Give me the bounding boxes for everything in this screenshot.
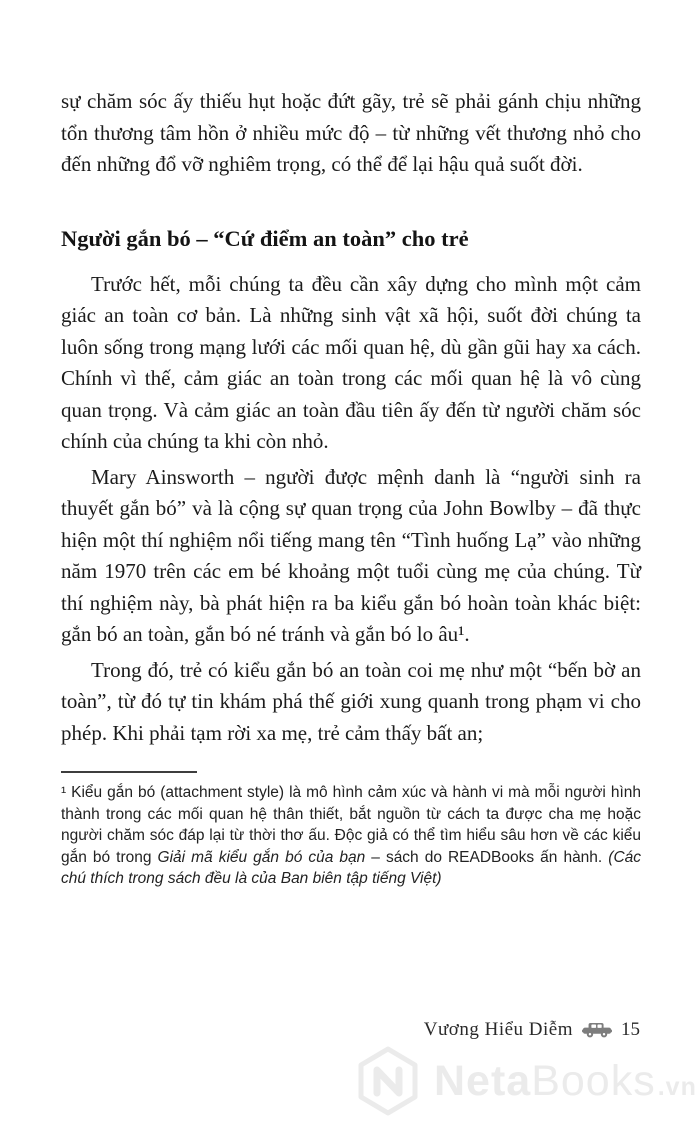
footnote-separator — [61, 771, 197, 773]
section-heading: Người gắn bó – “Cứ điểm an toàn” cho trẻ — [61, 225, 469, 251]
watermark-brand-books: Books — [531, 1056, 656, 1105]
author-name: Vương Hiểu Diễm — [423, 1019, 573, 1040]
footnote-main-text: ¹ Kiểu gắn bó (attachment style) là mô hình cảm xúc và hành vi mà mỗi người hình thành trong các mối quan hệ thân thiết, bắt nguồn từ cách ta được cha mẹ hoặc người chăm sóc đáp lại từ thời thơ ấu. Độc giả có thể tìm hiểu sâu hơn về các kiểu gắn bó trong — [61, 784, 641, 866]
watermark-brand-neta: Neta — [434, 1056, 532, 1105]
footnote-editor-note: (Các chú thích trong sách đều là của Ban biên tập tiếng Việt) — [61, 848, 642, 887]
footnote-block — [61, 771, 641, 890]
paragraph-continuation: sự chăm sóc ấy thiếu hụt hoặc đứt gãy, trẻ sẽ phải gánh chịu những tổn thương tâm hồn ở nhiều mức độ – từ những vết thương nhỏ cho đến những đổ vỡ nghiêm trọng, có thể để lại hậu quả suốt đời. — [61, 89, 641, 176]
netabooks-watermark — [356, 1046, 697, 1116]
paragraph-3: Mary Ainsworth – người được mệnh danh là “người sinh ra thuyết gắn bó” và là cộng sự quan trọng của John Bowlby – đã thực hiện một thí nghiệm nổi tiếng mang tên “Tình huống Lạ” vào những năm 1970 trên các em bé khoảng một tuổi cùng mẹ của chúng. Từ thí nghiệm này, bà phát hiện ra ba kiểu gắn bó hoàn toàn khác biệt: gắn bó an toàn, gắn bó né tránh và gắn bó lo âu¹. — [61, 464, 641, 646]
netabooks-logo-icon — [356, 1046, 420, 1116]
footnote-after-title: – sách do READBooks ấn hành. — [365, 848, 609, 866]
paragraph-4: Trong đó, trẻ có kiểu gắn bó an toàn coi mẹ như một “bến bờ an toàn”, từ đó tự tin khám phá thế giới xung quanh trong phạm vi cho phép. Khi phải tạm rời xa mẹ, trẻ cảm thấy bất an; — [61, 657, 641, 745]
paragraph-2: Trước hết, mỗi chúng ta đều cần xây dựng cho mình một cảm giác an toàn cơ bản. Là những sinh vật xã hội, suốt đời chúng ta luôn sống trong mạng lưới các mối quan hệ, dù gần gũi hay xa cách. Chính vì thế, cảm giác an toàn trong các mối quan hệ là vô cùng quan trọng. Và cảm giác an toàn đầu tiên ấy đến từ người chăm sóc chính của chúng ta khi còn nhỏ. — [61, 271, 641, 453]
watermark-text — [434, 1056, 697, 1105]
watermark-domain-suffix: .vn — [657, 1072, 697, 1101]
footnote-book-title: Giải mã kiểu gắn bó của bạn — [157, 848, 366, 866]
footnote-text — [61, 782, 641, 890]
page-footer — [424, 1019, 640, 1041]
page-number: 15 — [621, 1019, 640, 1040]
car-icon — [582, 1022, 612, 1038]
page-content — [61, 86, 641, 890]
